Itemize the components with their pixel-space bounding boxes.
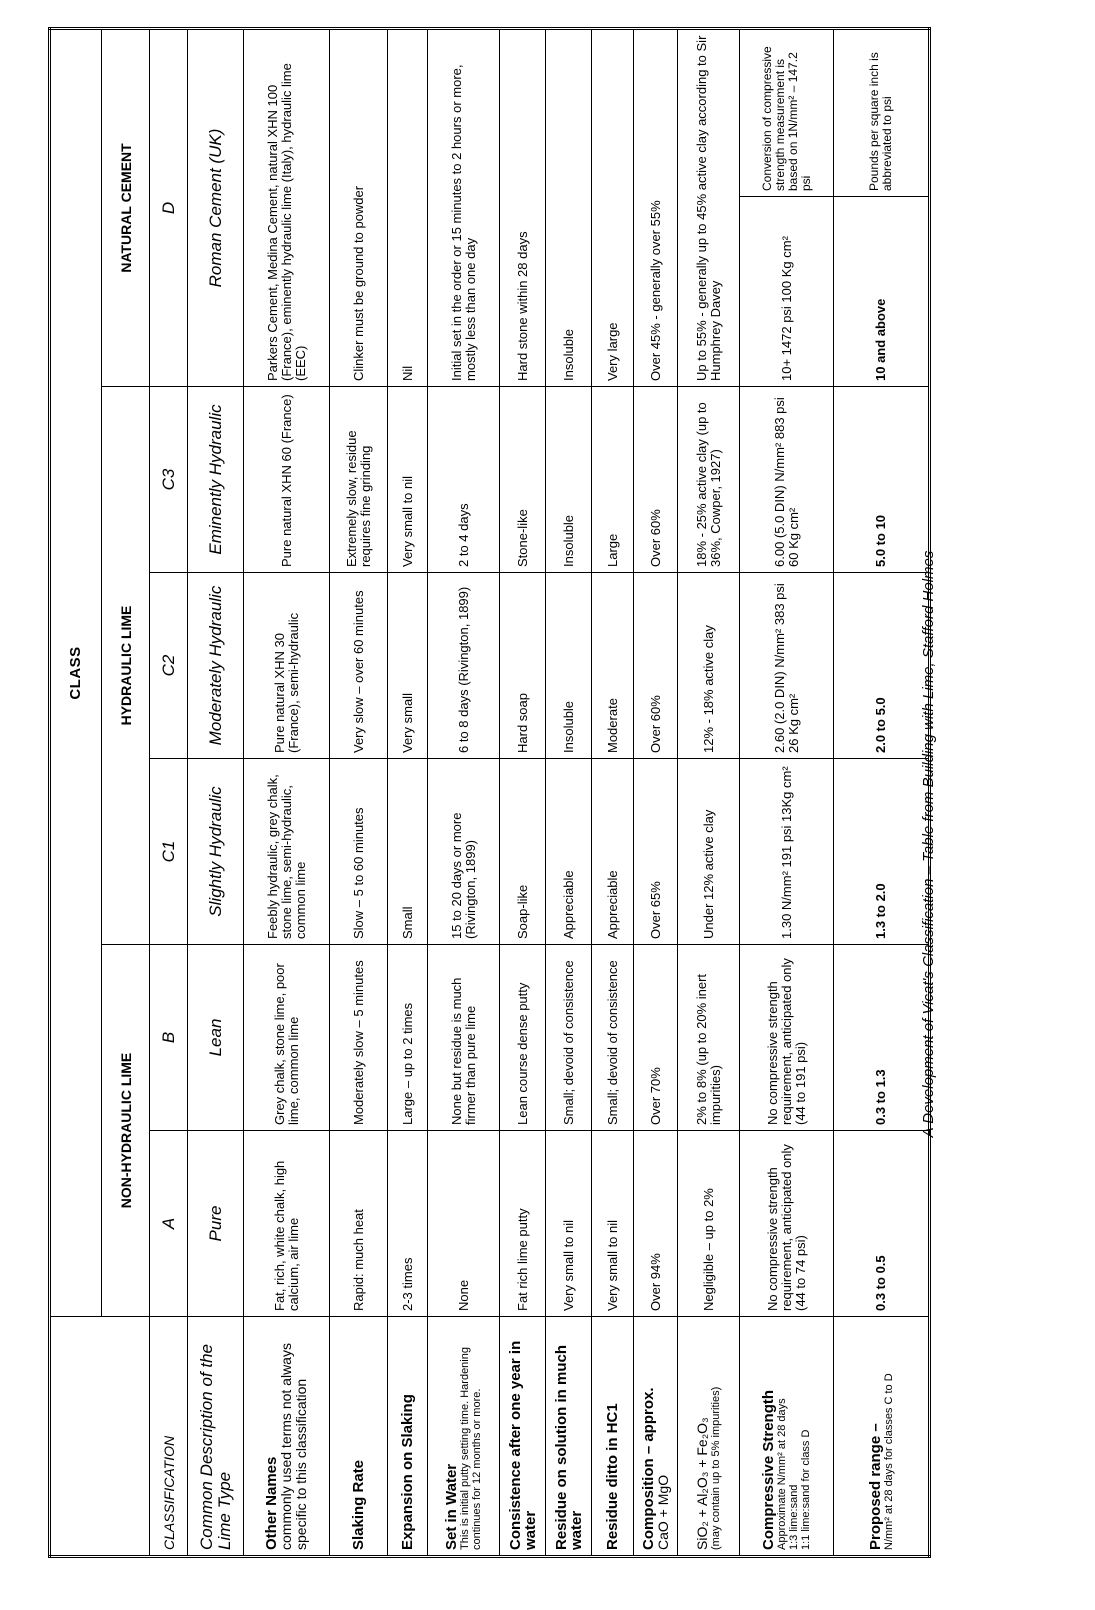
table-cell: Over 60% — [634, 387, 678, 573]
table-cell: Small; devoid of consistence — [592, 945, 634, 1131]
table-cell: 2 to 4 days — [428, 387, 500, 573]
table-cell: 6.00 (5.0 DIN) N/mm² 883 psi 60 Kg cm² — [740, 387, 834, 573]
table-cell: Extremely slow, residue requires fine grinding — [330, 387, 388, 573]
row-title: Proposed range – — [866, 1423, 884, 1550]
non-hydraulic-header: NON-HYDRAULIC LIME — [102, 945, 150, 1317]
table-cell: Insoluble — [546, 573, 592, 759]
table-cell: Feebly hydraulic, grey chalk, stone lime, semi-hydraulic, common lime — [244, 759, 330, 945]
table-cell: 15 to 20 days or more (Rivington, 1899) — [428, 759, 500, 945]
row-subtitle: 1:3 lime:sand — [788, 1484, 800, 1550]
table-cell: Very small to nil — [546, 1131, 592, 1317]
table-cell: 5.0 to 10 — [834, 387, 930, 573]
table-cell: 2.0 to 5.0 — [834, 573, 930, 759]
row-title: Expansion on Slaking — [399, 1394, 416, 1550]
table-cell: Insoluble — [546, 28, 592, 386]
conversion-note: Conversion of compressive strength measurement is based on 1N/mm² – 147.2 psi — [740, 28, 834, 196]
class-header: CLASS — [50, 28, 102, 1316]
table-cell: Lean — [188, 945, 244, 1131]
table-cell: Appreciable — [546, 759, 592, 945]
class-letter: B — [150, 945, 188, 1131]
table-cell: Rapid: much heat — [330, 1131, 388, 1317]
table-cell: Over 70% — [634, 945, 678, 1131]
table-cell: Moderately Hydraulic — [188, 573, 244, 759]
row-subtitle: (may contain up to 5% impurities) — [710, 1386, 722, 1550]
table-cell: Very large — [592, 28, 634, 386]
row-subtitle: N/mm² at 28 days for classes C to D — [882, 1373, 895, 1550]
row-title: Set in Water — [443, 1463, 460, 1550]
rotated-table-container — [48, 30, 937, 1558]
table-cell: 1.3 to 2.0 — [834, 759, 930, 945]
table-cell: Negligible – up to 2% — [678, 1131, 740, 1317]
table-cell: Under 12% active clay — [678, 759, 740, 945]
table-cell: Very slow – over 60 minutes — [330, 573, 388, 759]
row-title: Consistence after one year in water — [506, 1340, 539, 1550]
table-cell: Stone-like — [500, 387, 546, 573]
table-cell: 10+ 1472 psi 100 Kg cm² — [740, 197, 834, 387]
table-cell: Over 60% — [634, 573, 678, 759]
table-cell: 6 to 8 days (Rivington, 1899) — [428, 573, 500, 759]
table-caption: A Development of Vicat's Classification – Table from Building with Lime, Stafford Holmes — [920, 550, 937, 1138]
table-cell: Nil — [388, 28, 428, 386]
table-cell: Large — [592, 387, 634, 573]
class-letter: D — [150, 28, 188, 386]
table-cell: Very small to nil — [592, 1131, 634, 1317]
table-cell: Pure natural XHN 60 (France) — [244, 387, 330, 573]
table-cell: 0.3 to 1.3 — [834, 945, 930, 1131]
table-cell: None — [428, 1131, 500, 1317]
table-cell: Up to 55% - generally up to 45% active clay according to Sir Humphrey Davey — [678, 28, 740, 386]
table-cell: Pure — [188, 1131, 244, 1317]
row-header — [592, 1317, 634, 1557]
table-cell: 2% to 8% (up to 20% inert impurities) — [678, 945, 740, 1131]
row-header — [500, 1317, 546, 1557]
row-header — [546, 1317, 592, 1557]
table-cell: No compressive strength requirement, anticipated only (44 to 191 psi) — [740, 945, 834, 1131]
row-header — [244, 1317, 330, 1557]
table-cell: Slow – 5 to 60 minutes — [330, 759, 388, 945]
table-cell: Over 45% - generally over 55% — [634, 28, 678, 386]
table-cell: Insoluble — [546, 387, 592, 573]
table-cell: None but residue is much firmer than pure lime — [428, 945, 500, 1131]
table-cell: Over 65% — [634, 759, 678, 945]
row-title: Residue on solution in much water — [552, 1344, 585, 1550]
row-title: Other Names — [263, 1456, 280, 1550]
table-cell: 10 and above — [834, 197, 930, 387]
table-cell: Lean course dense putty — [500, 945, 546, 1131]
hydraulic-header: HYDRAULIC LIME — [102, 387, 150, 945]
table-cell: 2-3 times — [388, 1131, 428, 1317]
table-cell: Large – up to 2 times — [388, 945, 428, 1131]
row-subtitle: This is initial putty setting time. Hardening continues for 12 months or more. — [459, 1347, 483, 1550]
class-letter: C2 — [150, 573, 188, 759]
table-cell: Appreciable — [592, 759, 634, 945]
classification-table — [48, 27, 931, 1558]
classification-label: CLASSIFICATION — [150, 1317, 188, 1557]
row-subtitle: commonly used terms not always specific to this classification — [278, 1343, 309, 1550]
row-header — [428, 1317, 500, 1557]
table-cell: Parkers Cement, Medina Cement, natural XHN 100 (France), eminently hydraulic lime (Italy), hydraulic lime (EEC) — [244, 28, 330, 386]
psi-note: Pounds per square inch is abbreviated to psi — [834, 28, 930, 196]
class-letter: A — [150, 1131, 188, 1317]
table-cell: 2.60 (2.0 DIN) N/mm² 383 psi 26 Kg cm² — [740, 573, 834, 759]
row-title: Residue ditto in HC1 — [604, 1403, 621, 1550]
table-cell: 1.30 N/mm² 191 psi 13Kg cm² — [740, 759, 834, 945]
corner-cell — [50, 1317, 150, 1557]
row-header — [634, 1317, 678, 1557]
table-cell: Initial set in the order or 15 minutes to 2 hours or more, mostly less than one day — [428, 28, 500, 386]
table-cell: Small; devoid of consistence — [546, 945, 592, 1131]
table-cell: Over 94% — [634, 1131, 678, 1317]
class-letter: C1 — [150, 759, 188, 945]
row-header — [740, 1317, 834, 1557]
table-cell: Fat rich lime putty — [500, 1131, 546, 1317]
table-cell: Roman Cement (UK) — [188, 28, 244, 386]
table-cell: No compressive strength requirement, anticipated only (44 to 74 psi) — [740, 1131, 834, 1317]
table-cell: Hard soap — [500, 573, 546, 759]
row-title: Compressive Strength — [760, 1389, 777, 1550]
table-cell: Clinker must be ground to powder — [330, 28, 388, 386]
row-title: SiO₂ + Al₂O₃ + Fe₂O₃ — [694, 1417, 710, 1550]
table-cell: 18% - 25% active clay (up to 36%, Cowper, 1927) — [678, 387, 740, 573]
row-header — [834, 1317, 930, 1557]
table-cell: Soap-like — [500, 759, 546, 945]
table-cell: Very small — [388, 573, 428, 759]
row-subtitle: Approximate N/mm² at 28 days — [776, 1398, 788, 1550]
table-cell: Eminently Hydraulic — [188, 387, 244, 573]
row-subtitle: 1:1 lime:sand for class D — [800, 1429, 812, 1550]
table-cell: Pure natural XHN 30 (France), semi-hydraulic — [244, 573, 330, 759]
table-cell: Moderate — [592, 573, 634, 759]
table-cell: 12% - 18% active clay — [678, 573, 740, 759]
table-cell: Moderately slow – 5 minutes — [330, 945, 388, 1131]
table-cell: Grey chalk, stone lime, poor lime, common lime — [244, 945, 330, 1131]
row-subtitle: CaO + MgO — [654, 1474, 671, 1550]
table-cell: Hard stone within 28 days — [500, 28, 546, 386]
row-header — [678, 1317, 740, 1557]
row-header — [388, 1317, 428, 1557]
table-cell: Very small to nil — [388, 387, 428, 573]
class-letter: C3 — [150, 387, 188, 573]
table-cell: Slightly Hydraulic — [188, 759, 244, 945]
row-header — [330, 1317, 388, 1557]
row-header: Common Description of the Lime Type — [188, 1317, 244, 1557]
row-title: Slaking Rate — [350, 1459, 367, 1550]
natural-cement-header: NATURAL CEMENT — [102, 28, 150, 386]
table-cell: 0.3 to 0.5 — [834, 1131, 930, 1317]
table-cell: Fat, rich, white chalk, high calcium, air lime — [244, 1131, 330, 1317]
table-cell: Small — [388, 759, 428, 945]
row-title: Composition – approx. — [639, 1387, 657, 1550]
